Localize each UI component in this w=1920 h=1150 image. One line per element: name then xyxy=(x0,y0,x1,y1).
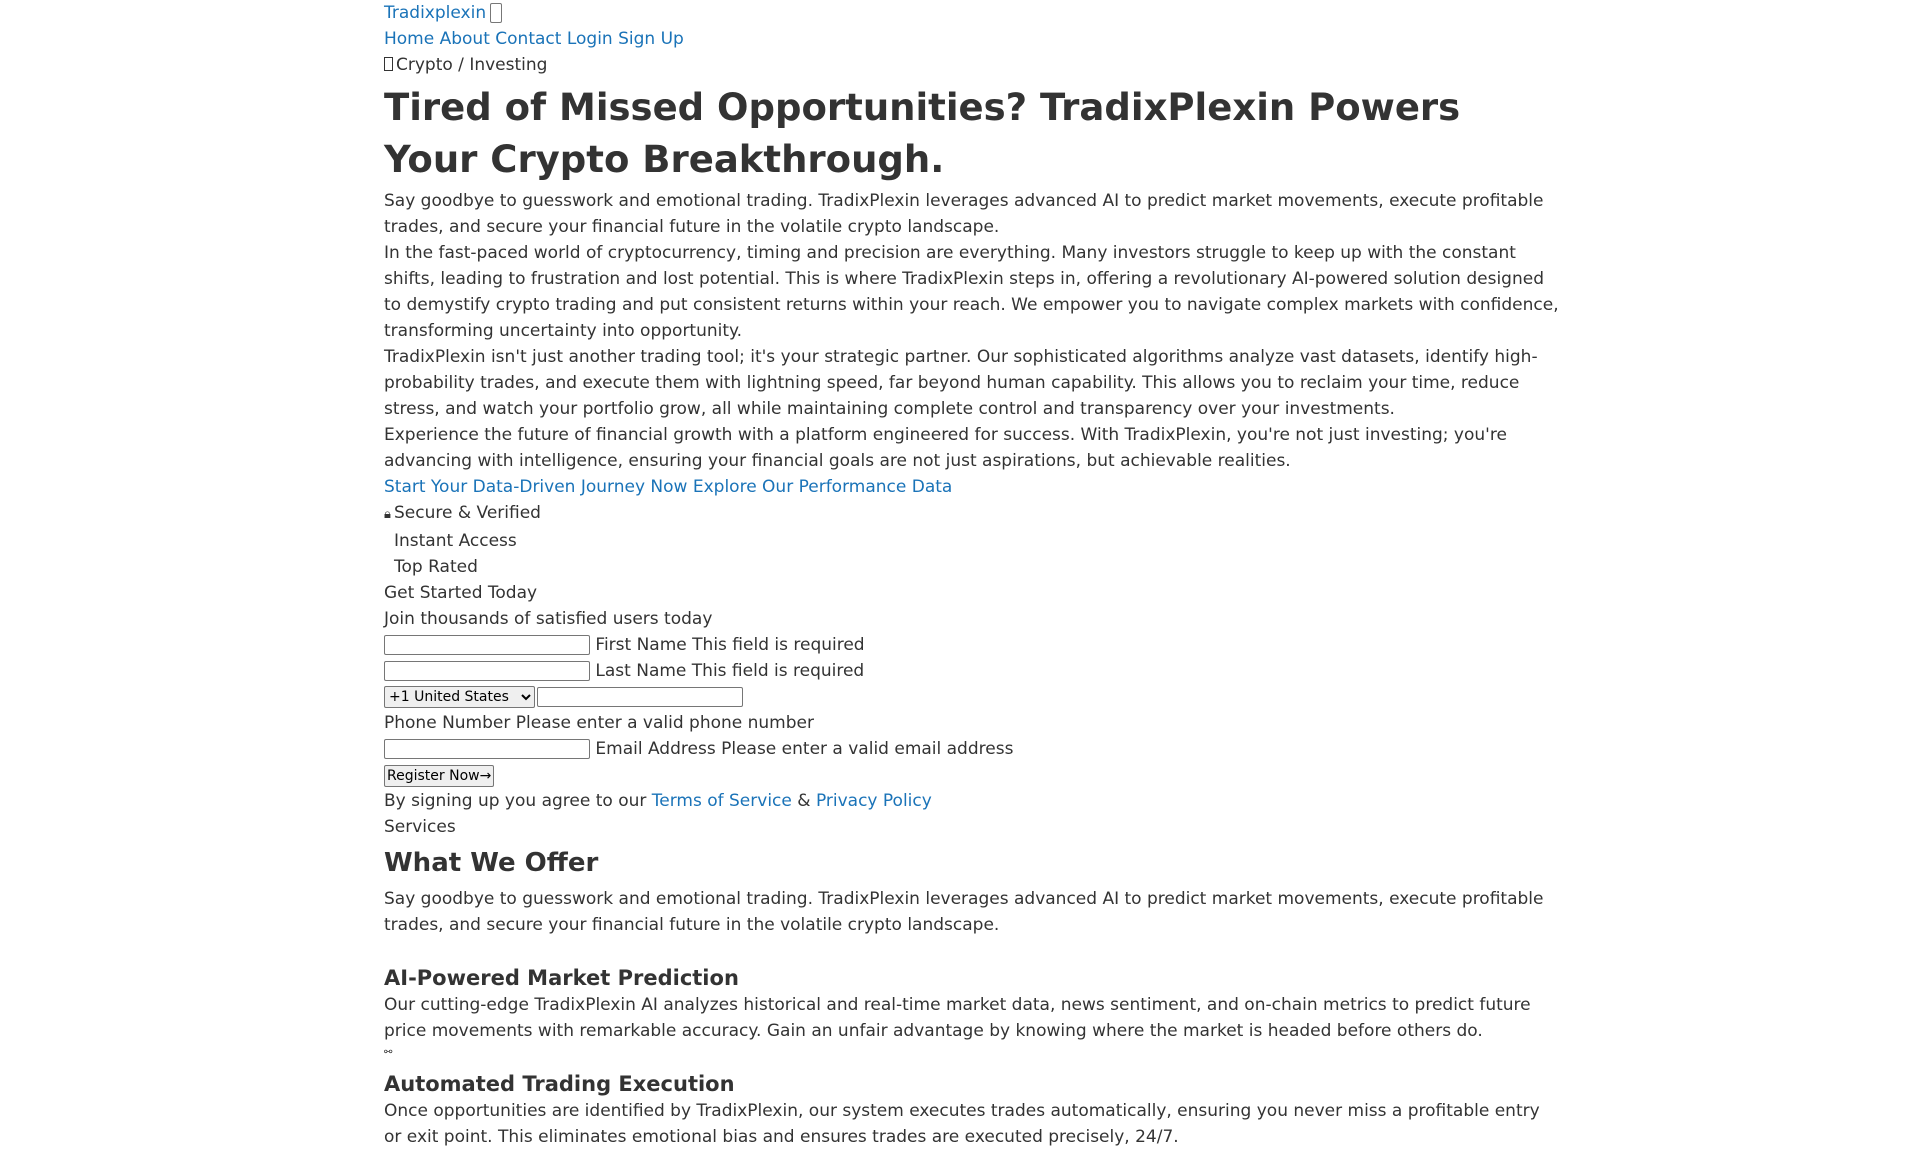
form-title: Get Started Today xyxy=(384,583,538,603)
nav-home-link[interactable]: Home xyxy=(384,29,435,49)
privacy-link[interactable]: Privacy Policy xyxy=(815,791,932,811)
service-text: Once opportunities are identified by TradixPlexin, our system executes trades automatically, ensuring you never miss a profitable entry or exit point. This eliminates emotional bias and ensures trades are executed precisely, 24/7. xyxy=(384,1101,1540,1147)
tag-icon xyxy=(384,57,393,71)
agreement-text xyxy=(384,788,1559,814)
services-title: What We Offer xyxy=(384,848,599,878)
hero-paragraph: In the fast-paced world of cryptocurrency, timing and precision are everything. Many investors struggle to keep up with the constant shifts, leading to frustration and lost potential. This is where TradixPlexin steps in, offering a revolutionary AI-powered solution designed to demystify crypto trading and put consistent returns within your reach. We empower you to navigate complex markets with confidence, transforming uncertainty into opportunity. xyxy=(384,243,1559,341)
hero-lead: Say goodbye to guesswork and emotional trading. TradixPlexin leverages advanced AI to predict market movements, execute profitable trades, and secure your financial future in the volatile crypto landscape. xyxy=(384,191,1544,237)
country-code-select[interactable] xyxy=(384,686,535,708)
ampersand: & xyxy=(797,791,811,811)
first-name-input[interactable] xyxy=(384,635,590,655)
nav-links xyxy=(384,26,1559,52)
hero-paragraph: Experience the future of financial growth with a platform engineered for success. With TradixPlexin, you're not just investing; you're advancing with intelligence, ensuring your financial goals are not just aspirations, but achievable realities. xyxy=(384,425,1507,471)
last-name-row xyxy=(384,658,1559,684)
register-button[interactable]: Register Now→ xyxy=(384,765,494,787)
phone-row xyxy=(384,684,1559,710)
nav-signup-link[interactable]: Sign Up xyxy=(618,29,684,49)
badge-secure xyxy=(384,500,1559,528)
breadcrumb xyxy=(384,52,1559,78)
robot-icon: ⚯ xyxy=(384,1047,393,1058)
service-item xyxy=(384,938,1559,1044)
badge-label: Top Rated xyxy=(394,557,478,577)
nav-login-link[interactable]: Login xyxy=(566,29,613,49)
services-eyebrow: Services xyxy=(384,817,456,837)
navbar xyxy=(384,0,1559,26)
last-name-label: Last Name xyxy=(595,661,687,681)
first-name-error: This field is required xyxy=(692,635,865,655)
badge-label: Secure & Verified xyxy=(394,503,541,523)
performance-data-link[interactable]: Explore Our Performance Data xyxy=(692,477,953,497)
services-intro: Say goodbye to guesswork and emotional trading. TradixPlexin leverages advanced AI to predict market movements, execute profitable trades, and secure your financial future in the volatile crypto landscape. xyxy=(384,889,1544,935)
service-item xyxy=(384,1044,1559,1150)
badge-top-rated xyxy=(384,554,1559,580)
submit-row xyxy=(384,762,1559,788)
badge-label: Instant Access xyxy=(394,531,517,551)
nav-contact-link[interactable]: Contact xyxy=(495,29,562,49)
first-name-row xyxy=(384,632,1559,658)
phone-error: Please enter a valid phone number xyxy=(515,713,814,733)
last-name-input[interactable] xyxy=(384,661,590,681)
service-title: AI-Powered Market Prediction xyxy=(384,966,739,990)
phone-label-row xyxy=(384,710,1559,736)
breadcrumb-text: Crypto / Investing xyxy=(396,55,548,75)
menu-toggle-button[interactable] xyxy=(490,3,502,23)
nav-about-link[interactable]: About xyxy=(439,29,490,49)
service-text: Our cutting-edge TradixPlexin AI analyzes historical and real-time market data, news sentiment, and on-chain metrics to predict future price movements with remarkable accuracy. Gain an unfair advantage by knowing where the market is headed before others do. xyxy=(384,995,1531,1041)
brand-link[interactable]: Tradixplexin xyxy=(384,3,487,23)
last-name-error: This field is required xyxy=(691,661,865,681)
service-icon-placeholder xyxy=(384,938,1559,964)
start-journey-link[interactable]: Start Your Data-Driven Journey Now xyxy=(384,477,688,497)
email-label: Email Address xyxy=(595,739,716,759)
agreement-prefix: By signing up you agree to our xyxy=(384,791,647,811)
hero-cta-group xyxy=(384,474,1559,500)
hero-paragraph: TradixPlexin isn't just another trading tool; it's your strategic partner. Our sophisticated algorithms analyze vast datasets, identify high-probability trades, and execute them with lightning speed, far beyond human capability. This allows you to reclaim your time, reduce stress, and watch your portfolio grow, all while maintaining complete control and transparency over your investments. xyxy=(384,347,1538,419)
form-subtitle: Join thousands of satisfied users today xyxy=(384,609,713,629)
page xyxy=(384,0,1559,1150)
email-row xyxy=(384,736,1559,762)
hero-title: Tired of Missed Opportunities? TradixPlexin Powers Your Crypto Breakthrough. xyxy=(384,86,1461,181)
phone-label: Phone Number xyxy=(384,713,511,733)
first-name-label: First Name xyxy=(595,635,687,655)
service-title: Automated Trading Execution xyxy=(384,1072,735,1096)
badge-instant xyxy=(384,528,1559,554)
phone-input[interactable] xyxy=(537,687,743,707)
lock-icon: 🔒︎ xyxy=(384,507,391,522)
email-input[interactable] xyxy=(384,739,590,759)
terms-link[interactable]: Terms of Service xyxy=(651,791,792,811)
email-error: Please enter a valid email address xyxy=(721,739,1014,759)
